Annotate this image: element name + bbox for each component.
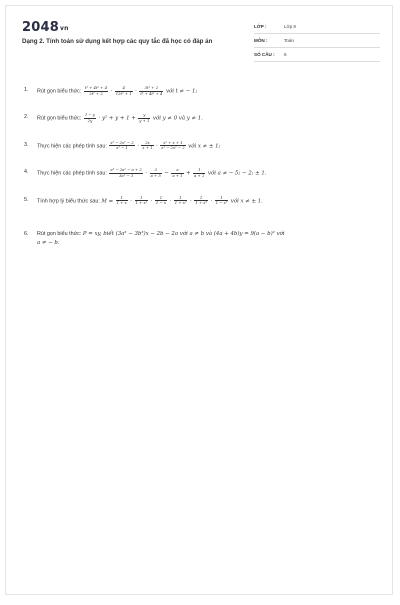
fraction xyxy=(215,196,229,206)
fraction xyxy=(155,196,167,206)
page-title: Dạng 2. Tính toán sử dụng kết hợp các quy tắc đã học có đáp án xyxy=(22,38,213,45)
problem-prefix: Thực hiện các phép tính sau: xyxy=(37,170,107,177)
problem-item: 4. Thực hiện các phép tính sau: $\frac{\text{a³ − 2a² − a + 2}}{\text{3a² − 3}}$ · $\frac{3}{a + 5}$ − $\frac{a}{a + 1}$ + $\frac{1}{a + 2}$ với a ≠ − 5; − 2; ± 1. xyxy=(24,167,267,178)
info-label: SỐ CÂU : xyxy=(254,52,275,57)
problem-condition: với a ≠ − 5; − 2; ± 1. xyxy=(207,170,267,177)
denominator: y + 1 xyxy=(139,117,150,123)
problem-item: 1. Rút gọn biểu thức: $\frac{\text{t³ + 4t² + 4}}{\text{2t² + 2}}$ · $\frac{4}{\text{12t² + 1}}$ · $\frac{\text{3t² + 2}}{\text{t³ + 4t² + 4}}$ với t ≠ − 1; xyxy=(24,85,198,96)
expression-lhs: M = xyxy=(101,198,114,205)
problem-item: 5. Tính hợp lý biểu thức sau: M = $\frac{1}{1 + x}$ · $\frac{1}{\text{1 + x²}}$ · $\frac{1}{1 - x}$ · $\frac{1}{\text{1 + x²}}$ · $\frac{1}{\text{1 + x⁴}}$ · $\frac{1}{\text{1 − x⁸}}$ với x ≠ ± 1. xyxy=(24,194,263,206)
denominator: 1 + x² xyxy=(135,200,148,206)
denominator: 1 + x⁴ xyxy=(195,200,207,206)
fraction xyxy=(84,86,108,96)
problem-text-continued: a ≠ − b. xyxy=(37,240,60,247)
denominator: 1 − x xyxy=(155,200,167,206)
problem-condition: với y ≠ 0 và y ≠ 1. xyxy=(152,115,203,122)
numerator: 1 xyxy=(116,196,128,202)
worksheet-page xyxy=(5,5,393,595)
problem-number: 5. xyxy=(24,196,29,203)
numerator: 1 xyxy=(193,168,205,174)
denominator: 1 + x² xyxy=(174,200,187,206)
problem-prefix: Rút gọn biểu thức: xyxy=(37,231,82,238)
info-value: Lớp 8 xyxy=(284,24,296,29)
denominator: 1 − x⁸ xyxy=(215,200,228,206)
denominator: a + 2 xyxy=(194,172,205,178)
fraction xyxy=(194,196,208,206)
logo-suffix: vn xyxy=(59,25,69,32)
denominator: a + 1 xyxy=(172,172,183,178)
numerator: 1 xyxy=(215,196,229,202)
problem-prefix: Rút gọn biểu thức: xyxy=(37,88,82,95)
denominator: 12t² + 1 xyxy=(115,90,132,96)
fraction xyxy=(109,141,134,151)
numerator: t³ + 4t² + 4 xyxy=(84,85,107,90)
problem-list xyxy=(24,86,374,265)
problem-number: 6. xyxy=(24,231,29,238)
logo-text: 2048 xyxy=(22,20,59,35)
fraction xyxy=(139,86,163,96)
problem-number: 3. xyxy=(24,141,29,148)
problem-number: 4. xyxy=(24,169,29,176)
numerator: a³ − 2a² − a + 2 xyxy=(110,167,142,173)
fraction xyxy=(171,168,183,178)
numerator: 1 − y xyxy=(84,112,96,118)
denominator: x² − 1 xyxy=(116,145,128,151)
info-value: Toán xyxy=(284,38,294,43)
numerator: 4 xyxy=(115,86,133,92)
numerator: 3 xyxy=(150,168,162,174)
problem-text: P = xy, biết (3a³ − 3b³)x − 2b − 2a với a ≠ b và (4a + 4b)y = 9(a − b)² với xyxy=(82,231,285,238)
numerator: y xyxy=(138,113,150,119)
problem-item xyxy=(24,230,374,248)
denominator: x + 1 xyxy=(142,145,153,151)
info-row-subject xyxy=(254,34,380,48)
problem-prefix: Thực hiện các phép tính sau: xyxy=(37,143,107,150)
fraction xyxy=(193,168,205,178)
fraction xyxy=(138,113,150,123)
numerator: x³ − 2x² − 2 xyxy=(110,139,134,145)
problem-number: 2. xyxy=(24,114,29,121)
numerator: 1 xyxy=(194,196,208,202)
denominator: t³ + 4t² + 4 xyxy=(140,90,163,96)
fraction xyxy=(84,113,96,123)
numerator: 1 xyxy=(135,196,149,202)
info-label: MÔN : xyxy=(254,38,268,43)
fraction xyxy=(150,168,162,178)
problem-condition: với x ≠ ± 1; xyxy=(188,143,221,150)
fraction xyxy=(109,168,142,178)
numerator: 3t² + 2 xyxy=(139,86,163,92)
denominator: 2y xyxy=(87,117,93,123)
info-label: LỚP : xyxy=(254,24,267,29)
expression-middle: · y² + y + 1 + xyxy=(98,115,136,122)
numerator: 2x xyxy=(141,141,153,147)
fraction xyxy=(141,141,153,151)
fraction xyxy=(174,196,188,206)
site-logo[interactable] xyxy=(22,20,69,35)
numerator: x² + x + 1 xyxy=(160,141,185,147)
problem-item xyxy=(24,113,374,123)
numerator: 1 xyxy=(174,196,188,202)
fraction xyxy=(160,141,185,151)
denominator: 1 + x xyxy=(116,200,127,206)
fraction xyxy=(116,196,128,206)
denominator: a + 5 xyxy=(150,172,161,178)
numerator: a xyxy=(171,168,183,174)
problem-condition: với x ≠ ± 1. xyxy=(230,198,263,205)
info-value: 6 xyxy=(284,52,287,57)
problem-prefix: Rút gọn biểu thức: xyxy=(37,115,82,122)
problem-number: 1. xyxy=(24,87,29,93)
fraction xyxy=(115,86,133,96)
problem-item: 3. Thực hiện các phép tính sau: $\frac{\text{x³ − 2x² − 2}}{\text{x² − 1}}$ · $\frac{2x}{x + 1}$ · $\frac{\text{x² + x + 1}}{\text{x³ − 2x² − 2}}$ với x ≠ ± 1; xyxy=(24,139,221,151)
info-row-class xyxy=(254,20,380,34)
numerator: 1 xyxy=(155,196,167,202)
denominator: 2t² + 2 xyxy=(89,90,103,96)
fraction xyxy=(135,196,149,206)
problem-prefix: Tính hợp lý biểu thức sau: xyxy=(37,198,100,205)
problem-condition: với t ≠ − 1; xyxy=(165,88,198,95)
denominator: 3a² − 3 xyxy=(118,172,134,178)
info-panel xyxy=(254,20,380,62)
info-row-count xyxy=(254,48,380,62)
denominator: x³ − 2x² − 2 xyxy=(161,145,185,151)
